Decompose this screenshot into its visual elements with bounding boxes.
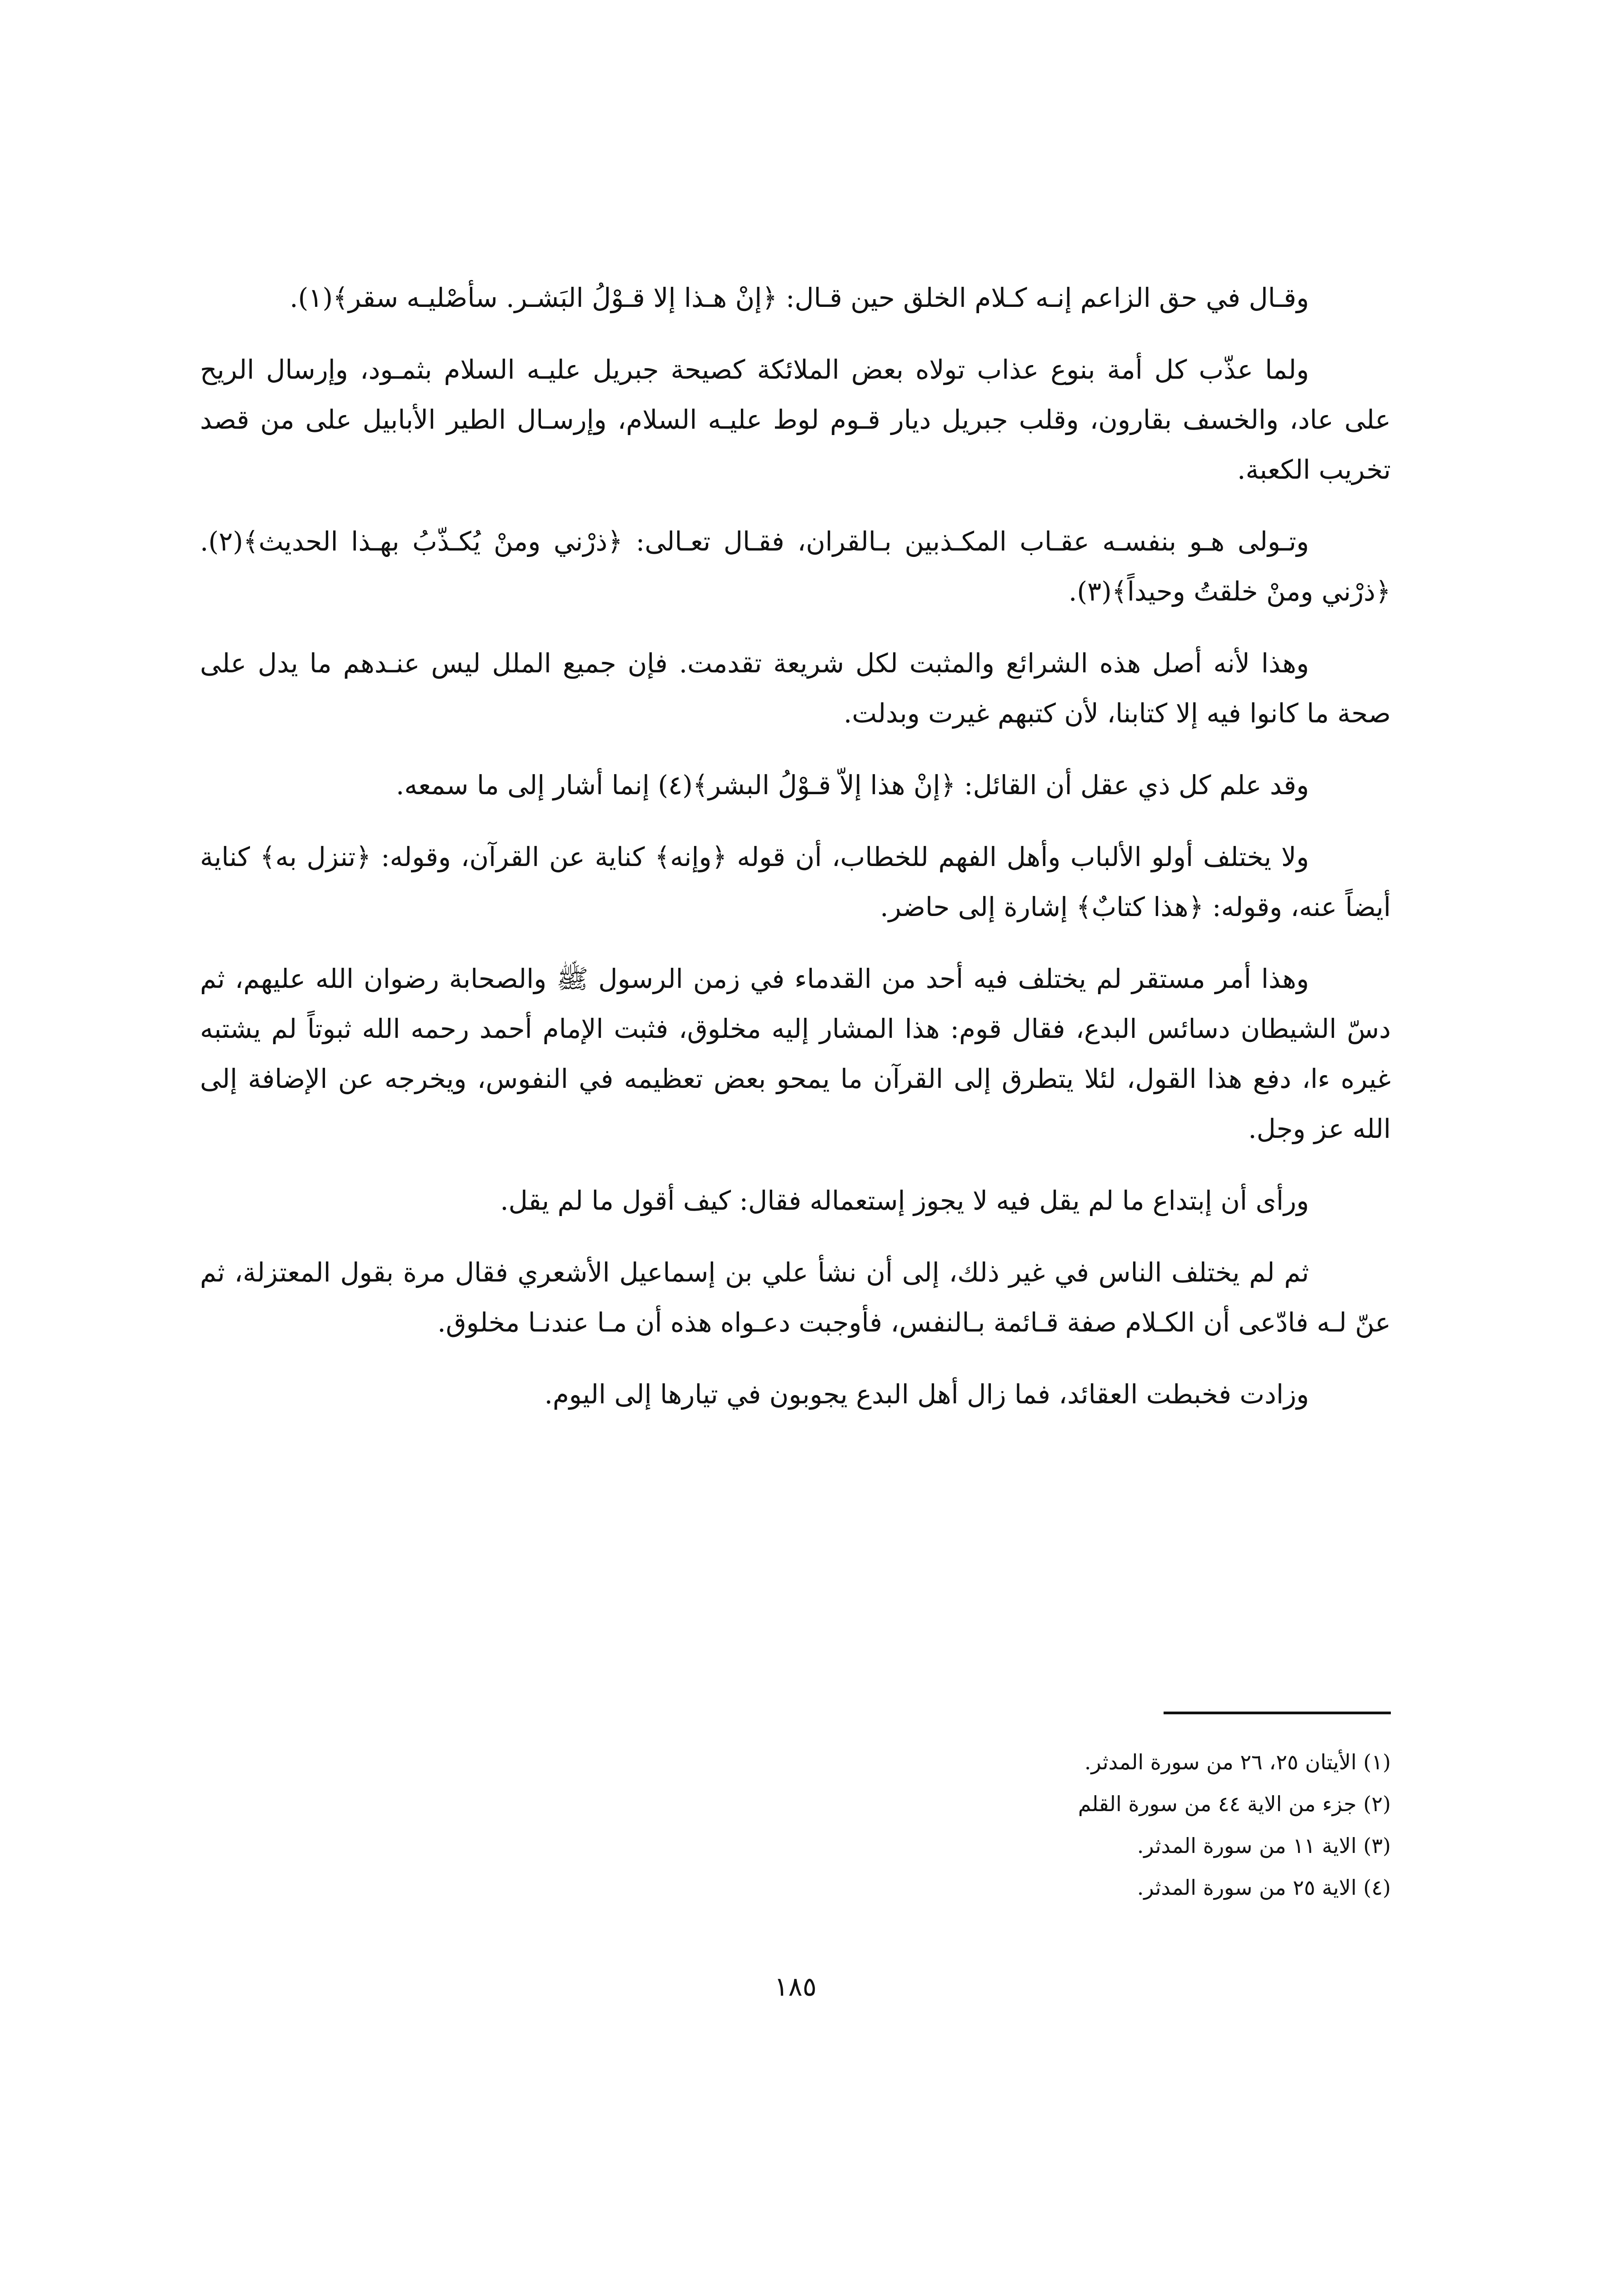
footnote: (٢) جزء من الاية ٤٤ من سورة القلم: [1078, 1792, 1391, 1816]
paragraph: ولما عذّب كل أمة بنوع عذاب تولاه بعض الملائكة كصيحة جبريل عليـه السلام بثمـود، وإرسال الريح على عاد، والخسف بقارون، وقلب جبريل ديار قـوم لوط عليـه السلام، وإرسـال الطير الأبابيل على من قصد تخريب الكعبة.: [200, 354, 1391, 485]
paragraph: ثم لم يختلف الناس في غير ذلك، إلى أن نشأ علي بن إسماعيل الأشعري فقال مرة بقول المعتزلة، ثم عنّ لـه فادّعى أن الكـلام صفة قـائمة بـالنفس، فأوجبت دعـواه هذه أن مـا عندنـا مخلوق.: [200, 1257, 1391, 1338]
footnotes: [818, 1741, 1391, 1908]
paragraph: وقـال في حق الزاعم إنـه كـلام الخلق حين قـال: ﴿إنْ هـذا إلا قـوْلُ البَشـر. سأصْليـه سقر﴾(١).: [290, 282, 1309, 313]
paragraph: وهذا لأنه أصل هذه الشرائع والمثبت لكل شريعة تقدمت. فإن جميع الملل ليس عنـدهم ما يدل على صحة ما كانوا فيه إلا كتابنا، لأن كتبهم غيرت وبدلت.: [200, 648, 1391, 729]
footnote: (٣) الاية ١١ من سورة المدثر.: [1137, 1833, 1391, 1858]
footnote-separator: [1164, 1712, 1391, 1714]
footnote: (٤) الاية ٢٥ من سورة المدثر.: [1137, 1875, 1391, 1900]
main-text: [200, 273, 1391, 1441]
paragraph: ورأى أن إبتداع ما لم يقل فيه لا يجوز إستعماله فقال: كيف أقول ما لم يقل.: [500, 1185, 1309, 1216]
paragraph: وهذا أمر مستقر لم يختلف فيه أحد من القدماء في زمن الرسول ﷺ والصحابة رضوان الله عليهم، ثم دسّ الشيطان دسائس البدع، فقال قوم: هذا المشار إليه مخلوق، فثبت الإمام أحمد رحمه الله ثبوتاً لم يشتبه غيره ءا، دفع هذا القول، لئلا يتطرق إلى القرآن ما يمحو بعض تعظيمه في النفوس، ويخرجه عن الإضافة إلى الله عز وجل.: [200, 963, 1391, 1144]
paragraph: وزادت فخبطت العقائد، فما زال أهل البدع يجوبون في تيارها إلى اليوم.: [544, 1379, 1309, 1410]
page-number: ١٨٥: [774, 1971, 817, 2002]
paragraph: وقد علم كل ذي عقل أن القائل: ﴿إنْ هذا إلاّ قـوْلُ البشر﴾(٤) إنما أشار إلى ما سمعه.: [396, 770, 1309, 801]
paragraph: ولا يختلف أولو الألباب وأهل الفهم للخطاب، أن قوله ﴿وإنه﴾ كناية عن القرآن، وقوله: ﴿تنزل به﴾ كناية أيضاً عنه، وقوله: ﴿هذا كتابٌ﴾ إشارة إلى حاضر.: [200, 841, 1391, 922]
footnote: (١) الأيتان ٢٥، ٢٦ من سورة المدثر.: [1084, 1750, 1391, 1774]
paragraph: وتـولى هـو بنفسـه عقـاب المكـذبين بـالقران، فقـال تعـالى: ﴿ذرْني ومنْ يُكـذّبُ بهـذا الحديث﴾(٢). ﴿ذرْني ومنْ خلقتُ وحيداً﴾(٣).: [200, 526, 1391, 607]
